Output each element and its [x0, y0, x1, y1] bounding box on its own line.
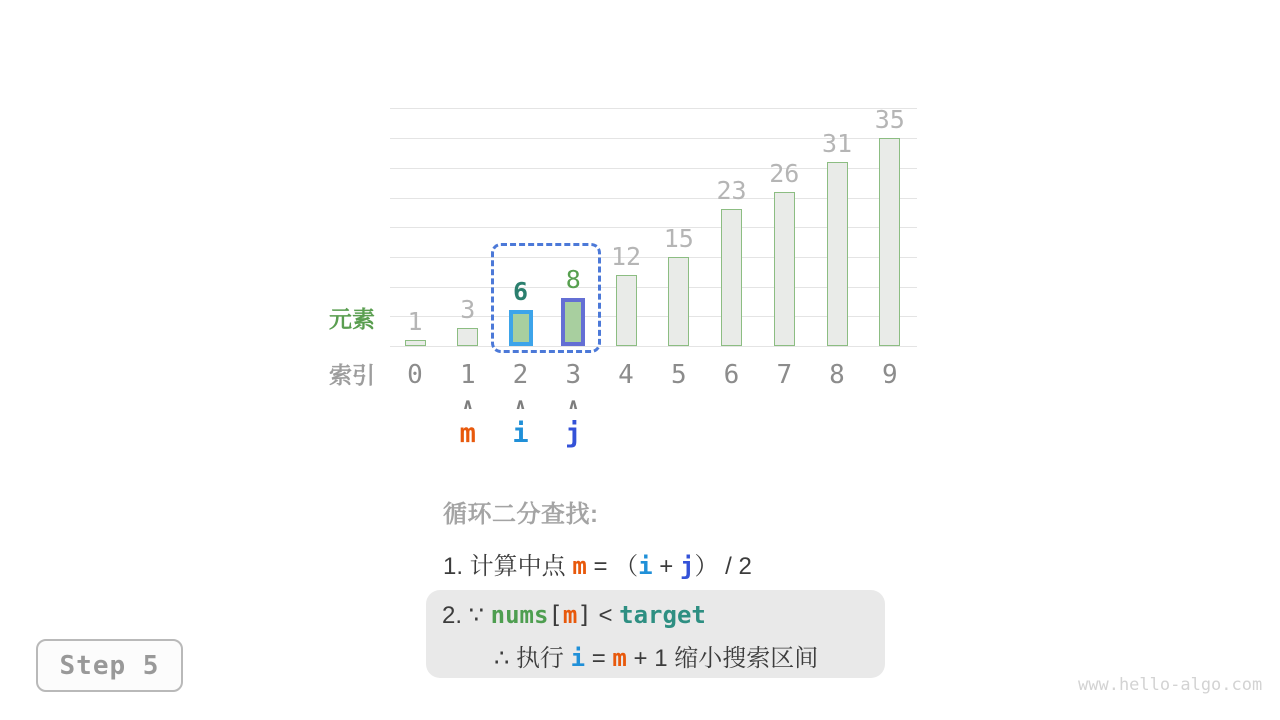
text-segment: m [612, 644, 627, 672]
pointer-label-j: j [565, 418, 582, 449]
text-segment: target [619, 601, 706, 629]
text-segment: = （ [586, 553, 639, 580]
bar-value-label: 23 [716, 176, 747, 205]
pointer-label-m: m [459, 418, 476, 449]
bar [616, 275, 637, 346]
text-segment: + 1 缩小搜索区间 [626, 645, 819, 672]
pointer-label-i: i [512, 418, 529, 449]
index-label: 8 [829, 360, 845, 390]
text-segment: ] [577, 601, 592, 629]
gridline [390, 108, 917, 109]
pointer-arrow-icon: ∧ [514, 396, 527, 413]
index-label: 4 [618, 360, 634, 390]
text-segment: j [679, 552, 695, 580]
text-segment: < [591, 602, 620, 629]
bar [774, 192, 795, 346]
text-segment: + [652, 553, 680, 580]
bar-value-label: 35 [874, 105, 905, 134]
bar [721, 209, 742, 346]
text-segment: 1. 计算中点 [443, 553, 573, 580]
text-segment: ） / 2 [694, 553, 752, 580]
gridline [390, 346, 917, 347]
text-segment: m [572, 552, 587, 580]
bar [668, 257, 689, 346]
bar-value-label: 12 [610, 242, 642, 271]
caption-step1-line [443, 546, 752, 581]
bar-value-label: 3 [460, 295, 476, 324]
bar-value-label: 1 [407, 307, 423, 336]
pointer-arrow-icon: ∧ [461, 396, 474, 413]
pointer-arrow-icon: ∧ [567, 396, 580, 413]
bar [405, 340, 426, 346]
bar-value-label: 8 [565, 265, 581, 294]
row-label-indices: 索引 [329, 362, 375, 388]
caption-step2-line2 [494, 638, 818, 673]
text-segment: = [585, 645, 613, 672]
index-label: 9 [881, 360, 898, 390]
bar [827, 162, 848, 346]
text-segment: [ [548, 601, 563, 629]
index-label: 1 [459, 360, 476, 390]
caption-heading: 循环二分查找: [443, 501, 599, 528]
text-segment: i [638, 552, 653, 580]
row-label-elements: 元素 [329, 306, 375, 332]
text-segment: 2. ∵ [442, 602, 491, 629]
bar-value-label: 31 [821, 129, 853, 158]
bar-value-label: 26 [769, 159, 800, 188]
text-segment: nums [490, 601, 549, 629]
text-segment: m [562, 601, 578, 629]
index-label: 7 [776, 360, 793, 390]
text-segment: i [570, 644, 586, 672]
index-label: 0 [407, 360, 423, 390]
index-label: 2 [512, 360, 529, 390]
index-label: 6 [723, 360, 740, 390]
index-label: 5 [670, 360, 687, 390]
bar-value-label: 15 [663, 224, 694, 253]
bar [457, 328, 478, 346]
text-segment: ∴ 执行 [494, 645, 571, 672]
search-interval-selection-box [491, 243, 601, 353]
step-badge-label: Step 5 [59, 650, 160, 681]
watermark-url: www.hello-algo.com [1078, 675, 1263, 695]
bar [879, 138, 900, 346]
caption-step2-line1 [442, 601, 706, 630]
step-badge [36, 639, 183, 692]
index-label: 3 [565, 360, 582, 390]
bar-value-label: 6 [512, 277, 529, 306]
